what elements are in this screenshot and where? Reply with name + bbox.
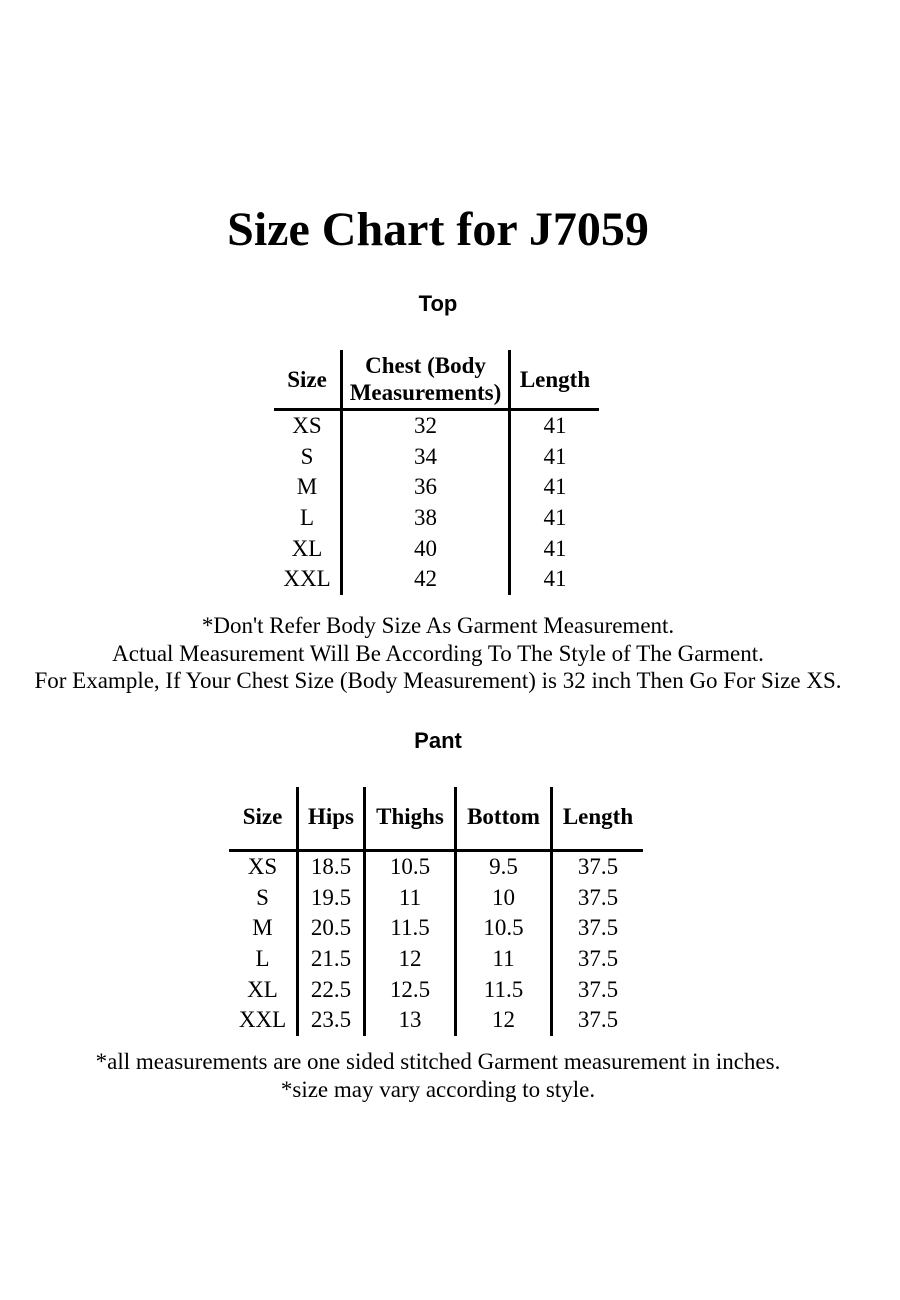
pant-cell-hips: 23.5 bbox=[298, 1005, 365, 1036]
top-cell-size: XS bbox=[274, 410, 342, 442]
top-cell-chest: 38 bbox=[342, 503, 510, 534]
top-cell-chest: 36 bbox=[342, 472, 510, 503]
pant-cell-length: 37.5 bbox=[577, 1007, 619, 1033]
pant-table-header-row bbox=[229, 787, 643, 851]
top-cell-chest: 40 bbox=[342, 533, 510, 564]
table-row bbox=[274, 564, 599, 595]
top-cell-chest: 34 bbox=[342, 442, 510, 473]
pant-cell-size: L bbox=[229, 944, 298, 975]
table-row bbox=[274, 472, 599, 503]
pant-cell-size: XXL bbox=[229, 1005, 298, 1036]
pant-cell-bottom: 11.5 bbox=[456, 974, 552, 1005]
pant-note-line: *size may vary according to style. bbox=[280, 1076, 596, 1102]
table-row bbox=[274, 410, 599, 442]
top-notes bbox=[0, 612, 876, 695]
top-cell-length: 41 bbox=[543, 505, 567, 531]
pant-cell-bottom: 12 bbox=[456, 1005, 552, 1036]
pant-cell-length: 37.5 bbox=[577, 854, 619, 880]
top-cell-length: 41 bbox=[543, 474, 567, 500]
top-header-size: Size bbox=[274, 350, 342, 410]
top-header-chest: Chest (Body Measurements) bbox=[342, 350, 510, 410]
pant-header-hips: Hips bbox=[298, 787, 365, 851]
table-row bbox=[274, 442, 599, 473]
pant-cell-thighs: 13 bbox=[365, 1005, 456, 1036]
pant-cell-bottom: 11 bbox=[456, 944, 552, 975]
top-size-table bbox=[274, 350, 599, 595]
pant-notes bbox=[0, 1048, 876, 1103]
pant-header-length: Length bbox=[552, 787, 644, 851]
table-row bbox=[274, 533, 599, 564]
pant-cell-size: M bbox=[229, 913, 298, 944]
top-cell-chest: 42 bbox=[342, 564, 510, 595]
pant-cell-hips: 21.5 bbox=[298, 944, 365, 975]
pant-cell-thighs: 11 bbox=[365, 883, 456, 914]
pant-cell-hips: 20.5 bbox=[298, 913, 365, 944]
table-row bbox=[229, 1005, 643, 1036]
pant-cell-size: XS bbox=[229, 851, 298, 883]
pant-note-line: *all measurements are one sided stitched Garment measurement in inches. bbox=[95, 1049, 781, 1074]
table-row bbox=[229, 851, 643, 883]
top-table-header-row bbox=[274, 350, 599, 410]
pant-cell-hips: 22.5 bbox=[298, 974, 365, 1005]
pant-header-thighs: Thighs bbox=[365, 787, 456, 851]
pant-header-bottom: Bottom bbox=[456, 787, 552, 851]
pant-cell-bottom: 10 bbox=[456, 883, 552, 914]
top-note-line: For Example, If Your Chest Size (Body Measurement) is 32 inch Then Go For Size XS. bbox=[34, 668, 842, 693]
pant-cell-thighs: 12.5 bbox=[365, 974, 456, 1005]
table-row bbox=[229, 913, 643, 944]
pant-cell-bottom: 10.5 bbox=[456, 913, 552, 944]
top-cell-chest: 32 bbox=[342, 410, 510, 442]
table-row bbox=[229, 944, 643, 975]
pant-cell-hips: 19.5 bbox=[298, 883, 365, 914]
pant-size-table bbox=[229, 787, 643, 1036]
pant-cell-hips: 18.5 bbox=[298, 851, 365, 883]
page-title: Size Chart for J7059 bbox=[227, 203, 649, 256]
pant-cell-length: 37.5 bbox=[577, 976, 619, 1002]
top-cell-size: M bbox=[274, 472, 342, 503]
pant-cell-length: 37.5 bbox=[577, 884, 619, 910]
pant-cell-thighs: 12 bbox=[365, 944, 456, 975]
pant-cell-thighs: 11.5 bbox=[365, 913, 456, 944]
pant-cell-bottom: 9.5 bbox=[456, 851, 552, 883]
pant-cell-length: 37.5 bbox=[577, 946, 619, 972]
pant-cell-size: XL bbox=[229, 974, 298, 1005]
table-row bbox=[274, 503, 599, 534]
top-cell-size: XL bbox=[274, 533, 342, 564]
top-section-heading: Top bbox=[418, 291, 458, 316]
top-cell-size: XXL bbox=[274, 564, 342, 595]
top-cell-size: L bbox=[274, 503, 342, 534]
pant-cell-length: 37.5 bbox=[577, 915, 619, 941]
table-row bbox=[229, 974, 643, 1005]
top-cell-length: 41 bbox=[543, 443, 567, 469]
top-cell-size: S bbox=[274, 442, 342, 473]
top-header-length: Length bbox=[510, 350, 600, 410]
pant-section-heading: Pant bbox=[414, 728, 462, 753]
top-cell-length: 41 bbox=[543, 566, 567, 592]
top-note-line: Actual Measurement Will Be According To The Style of The Garment. bbox=[112, 640, 764, 666]
top-note-line: *Don't Refer Body Size As Garment Measurement. bbox=[201, 613, 675, 638]
pant-cell-size: S bbox=[229, 883, 298, 914]
table-row bbox=[229, 883, 643, 914]
pant-cell-thighs: 10.5 bbox=[365, 851, 456, 883]
top-cell-length: 41 bbox=[543, 535, 567, 561]
top-cell-length: 41 bbox=[543, 413, 567, 439]
pant-header-size: Size bbox=[229, 787, 298, 851]
